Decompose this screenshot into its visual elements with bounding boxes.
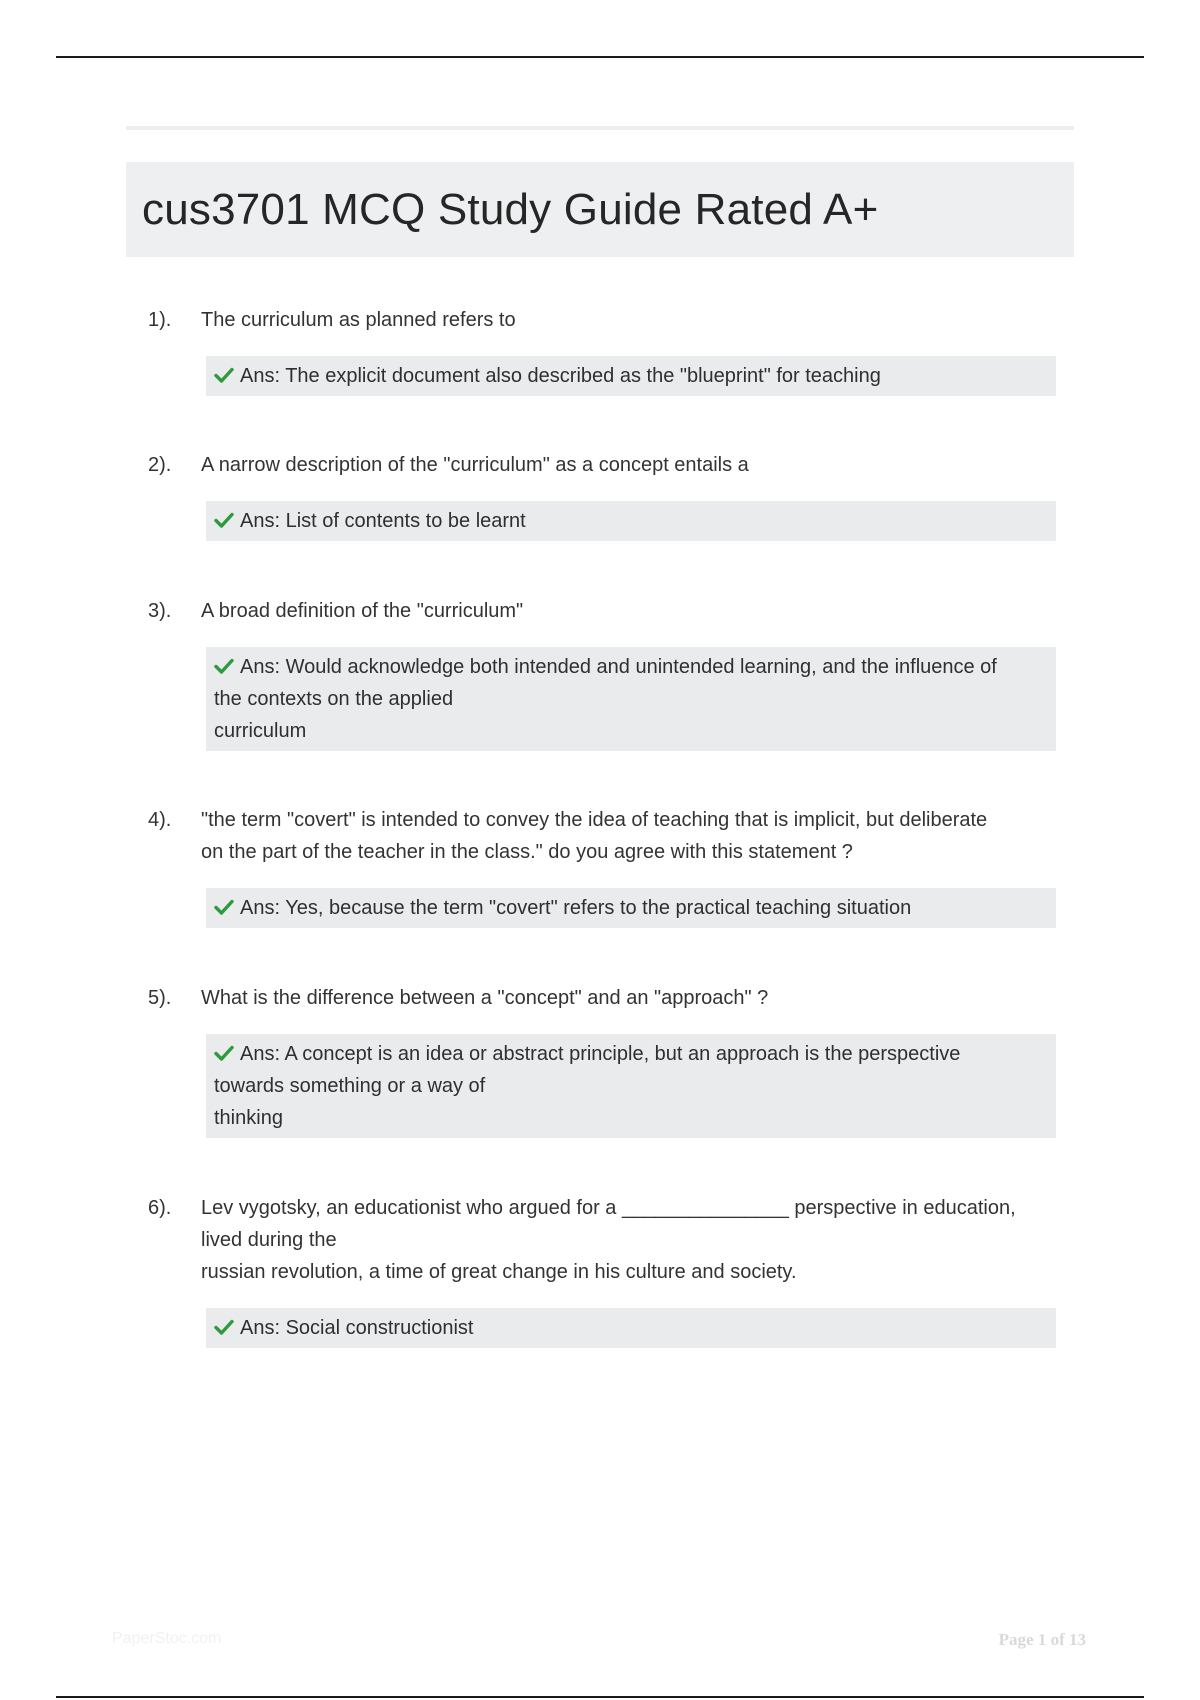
question-number: 2). [148,454,172,476]
question-number: 1). [148,309,172,331]
checkmark-icon [214,1317,234,1337]
answer-box [206,1308,1056,1348]
question-text: A narrow description of the "curriculum" as a concept entails a [201,454,749,476]
question-number: 5). [148,987,172,1009]
question-row [148,304,1058,336]
question-number: 3). [148,600,172,622]
question-block-3 [148,595,1058,751]
question-block-6 [148,1192,1058,1348]
answer-box [206,1034,1056,1138]
document-title: cus3701 MCQ Study Guide Rated A+ [142,184,879,234]
answer-text: Ans: List of contents to be learnt [240,510,526,532]
question-text: What is the difference between a "concept" and an "approach" ? [201,987,769,1009]
question-text: "the term "covert" is intended to convey the idea of teaching that is implicit, but deliberate on the part of the teacher in the class." do you agree with this statement ? [201,809,988,863]
question-text: The curriculum as planned refers to [201,309,516,331]
watermark-text: PaperStoc.com [112,1630,222,1647]
question-text: A broad definition of the "curriculum" [201,600,524,622]
answer-box [206,356,1056,396]
question-block-5 [148,982,1058,1138]
question-row [148,982,1058,1014]
question-row [148,804,1058,868]
question-row [148,449,1058,481]
question-block-1 [148,304,1058,396]
page-number: Page 1 of 13 [998,1630,1086,1649]
answer-text: Ans: Social constructionist [240,1317,474,1339]
question-block-2 [148,449,1058,541]
answer-text: Ans: Would acknowledge both intended and unintended learning, and the influence of the contexts on the applied curriculum [214,656,997,742]
answer-text: Ans: A concept is an idea or abstract principle, but an approach is the perspective towards something or a way of thinking [214,1043,961,1129]
checkmark-icon [214,1043,234,1063]
page-divider [126,126,1074,130]
answer-text: Ans: The explicit document also described as the "blueprint" for teaching [240,365,881,387]
question-number: 4). [148,809,172,831]
question-number: 6). [148,1197,172,1219]
answer-box [206,647,1056,751]
question-row [148,595,1058,627]
title-banner [126,162,1074,257]
answer-box [206,501,1056,541]
checkmark-icon [214,897,234,917]
checkmark-icon [214,510,234,530]
header-rule [56,56,1144,58]
question-row [148,1192,1058,1288]
answer-box [206,888,1056,928]
question-block-4 [148,804,1058,928]
answer-text: Ans: Yes, because the term "covert" refers to the practical teaching situation [240,897,912,919]
checkmark-icon [214,365,234,385]
footer-rule [56,1696,1144,1698]
checkmark-icon [214,656,234,676]
question-text: Lev vygotsky, an educationist who argued for a _______________ perspective in education, lived during the russian revolution, a time of great change in his culture and society. [201,1197,1016,1283]
